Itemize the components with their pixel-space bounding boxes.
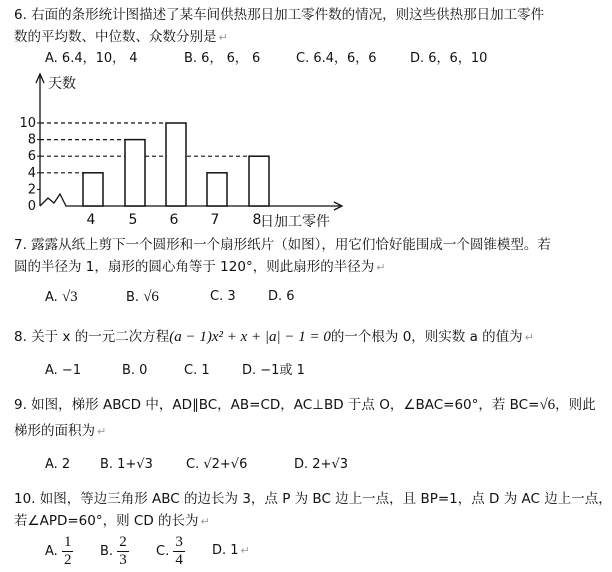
- x-tick-label: 4: [86, 212, 96, 228]
- q10-option-b: [100, 534, 129, 569]
- paragraph-mark-icon: ↵: [376, 261, 386, 274]
- q10-option-a: [45, 534, 73, 569]
- fraction-numerator: 3: [175, 534, 183, 550]
- q8-option-a: A. −1: [45, 363, 82, 378]
- paragraph-mark-icon: ↵: [240, 544, 250, 557]
- q7-option-a: [45, 288, 78, 307]
- paragraph-mark-icon: ↵: [524, 331, 534, 344]
- y-tick-label: 6: [27, 149, 36, 165]
- q7-option-b: [126, 288, 159, 307]
- q10-option-b-fraction: [117, 534, 129, 569]
- q10-option-a-label: A.: [45, 544, 58, 559]
- q9-sqrt6: √6: [539, 397, 556, 413]
- q9-line1: [14, 396, 596, 414]
- bar-7: [207, 173, 227, 206]
- q7-text2: 圆的半径为 1，扇形的圆心角等于 120°，则此扇形的半径为: [14, 259, 375, 275]
- y-tick-label: 8: [27, 132, 36, 148]
- bar-4: [83, 173, 103, 206]
- q8-suffix: 的一个根为 0，则实数 a 的值为: [330, 329, 523, 345]
- q10-option-c-label: C.: [156, 544, 170, 559]
- x-tick-label: 6: [169, 212, 179, 228]
- q9-text1c: ，则此: [555, 397, 596, 413]
- q9-option-a: A. 2: [45, 457, 71, 472]
- q10-option-d: [212, 542, 250, 560]
- x-tick-label: 5: [128, 212, 138, 228]
- q8-option-b: B. 0: [122, 363, 148, 378]
- q8-line1: [14, 328, 534, 347]
- q7-line2: [14, 258, 385, 277]
- q7-option-b-value: √6: [143, 289, 159, 305]
- q10-text1: 10. 如图，等边三角形 ABC 的边长为 3，点 P 为 BC 边上一点，且 BP=1，点 D 为 AC 边上一点，: [14, 491, 612, 507]
- fraction-denominator: 4: [175, 552, 183, 568]
- q6-line2: [14, 28, 228, 47]
- q7-line1: [14, 236, 551, 254]
- q7-option-d: D. 6: [268, 289, 295, 304]
- q10-line2: [14, 512, 210, 531]
- bar-5: [125, 140, 145, 206]
- q7-option-b-label: B.: [126, 290, 140, 305]
- q10-option-c: [156, 534, 185, 569]
- q7-option-a-value: √3: [61, 289, 78, 305]
- q7-option-c: C. 3: [210, 289, 236, 304]
- q6-text1: 6. 右面的条形统计图描述了某车间供热那日加工零件数的情况，则这些供热那日加工零件: [14, 7, 545, 23]
- q8-equation: (a − 1)x² + x + |a| − 1 = 0: [169, 329, 331, 345]
- q6-line1: [14, 6, 544, 24]
- fraction-numerator: 2: [119, 534, 127, 550]
- q6-option-b: B. 6， 6， 6: [184, 51, 261, 66]
- y-tick-label: 10: [19, 116, 36, 131]
- q6-option-d: D. 6，6，10: [410, 51, 488, 66]
- q9-text2: 梯形的面积为: [14, 423, 95, 439]
- q9-text1a: 9. 如图，梯形 ABCD 中，AD∥BC，AB=CD，AC⊥BD 于点 O，∠BAC=60°，若 BC=: [14, 397, 540, 413]
- paragraph-mark-icon: ↵: [97, 425, 107, 438]
- fraction-denominator: 3: [119, 552, 127, 568]
- q8-option-c: C. 1: [184, 363, 210, 378]
- y-axis-label: 天数: [48, 76, 76, 92]
- x-tick-label: 7: [210, 212, 220, 228]
- fraction-numerator: 1: [63, 534, 72, 550]
- bar-6: [166, 123, 186, 206]
- x-axis-label: 日加工零件: [260, 214, 330, 230]
- y-tick-label: 4: [27, 165, 36, 181]
- q10-text2: 若∠APD=60°，则 CD 的长为: [14, 513, 199, 529]
- fraction-denominator: 2: [63, 552, 72, 568]
- q7-text1: 7. 露露从纸上剪下一个圆形和一个扇形纸片（如图），用它们恰好能围成一个圆锥模型。若: [14, 237, 551, 253]
- paragraph-mark-icon: ↵: [200, 515, 210, 528]
- q10-option-d-label: D. 1: [212, 543, 239, 558]
- q9-option-d: D. 2+√3: [294, 457, 348, 472]
- y-tick-label: 0: [27, 199, 36, 214]
- q10-option-c-fraction: [173, 534, 185, 569]
- q10-option-b-label: B.: [100, 544, 114, 559]
- q9-line2: [14, 422, 106, 441]
- q6-option-a: A. 6.4，10， 4: [45, 51, 138, 66]
- paragraph-mark-icon: ↵: [218, 31, 228, 44]
- q7-option-a-label: A.: [45, 290, 58, 305]
- q9-option-b: B. 1+√3: [100, 457, 153, 472]
- q8-prefix: 8. 关于 x 的一元二次方程: [14, 329, 170, 345]
- bar-8: [249, 156, 269, 206]
- y-tick-label: 2: [27, 182, 36, 198]
- q8-option-d: D. −1或 1: [242, 363, 305, 378]
- bar-chart: [10, 68, 380, 228]
- q6-text2: 数的平均数、中位数、众数分别是: [14, 29, 217, 45]
- q10-line1: [14, 490, 612, 508]
- q6-option-c: C. 6.4，6，6: [296, 51, 377, 66]
- x-tick-label: 8: [252, 212, 262, 228]
- q9-option-c: C. √2+√6: [186, 457, 248, 472]
- q10-option-a-fraction: [62, 534, 74, 569]
